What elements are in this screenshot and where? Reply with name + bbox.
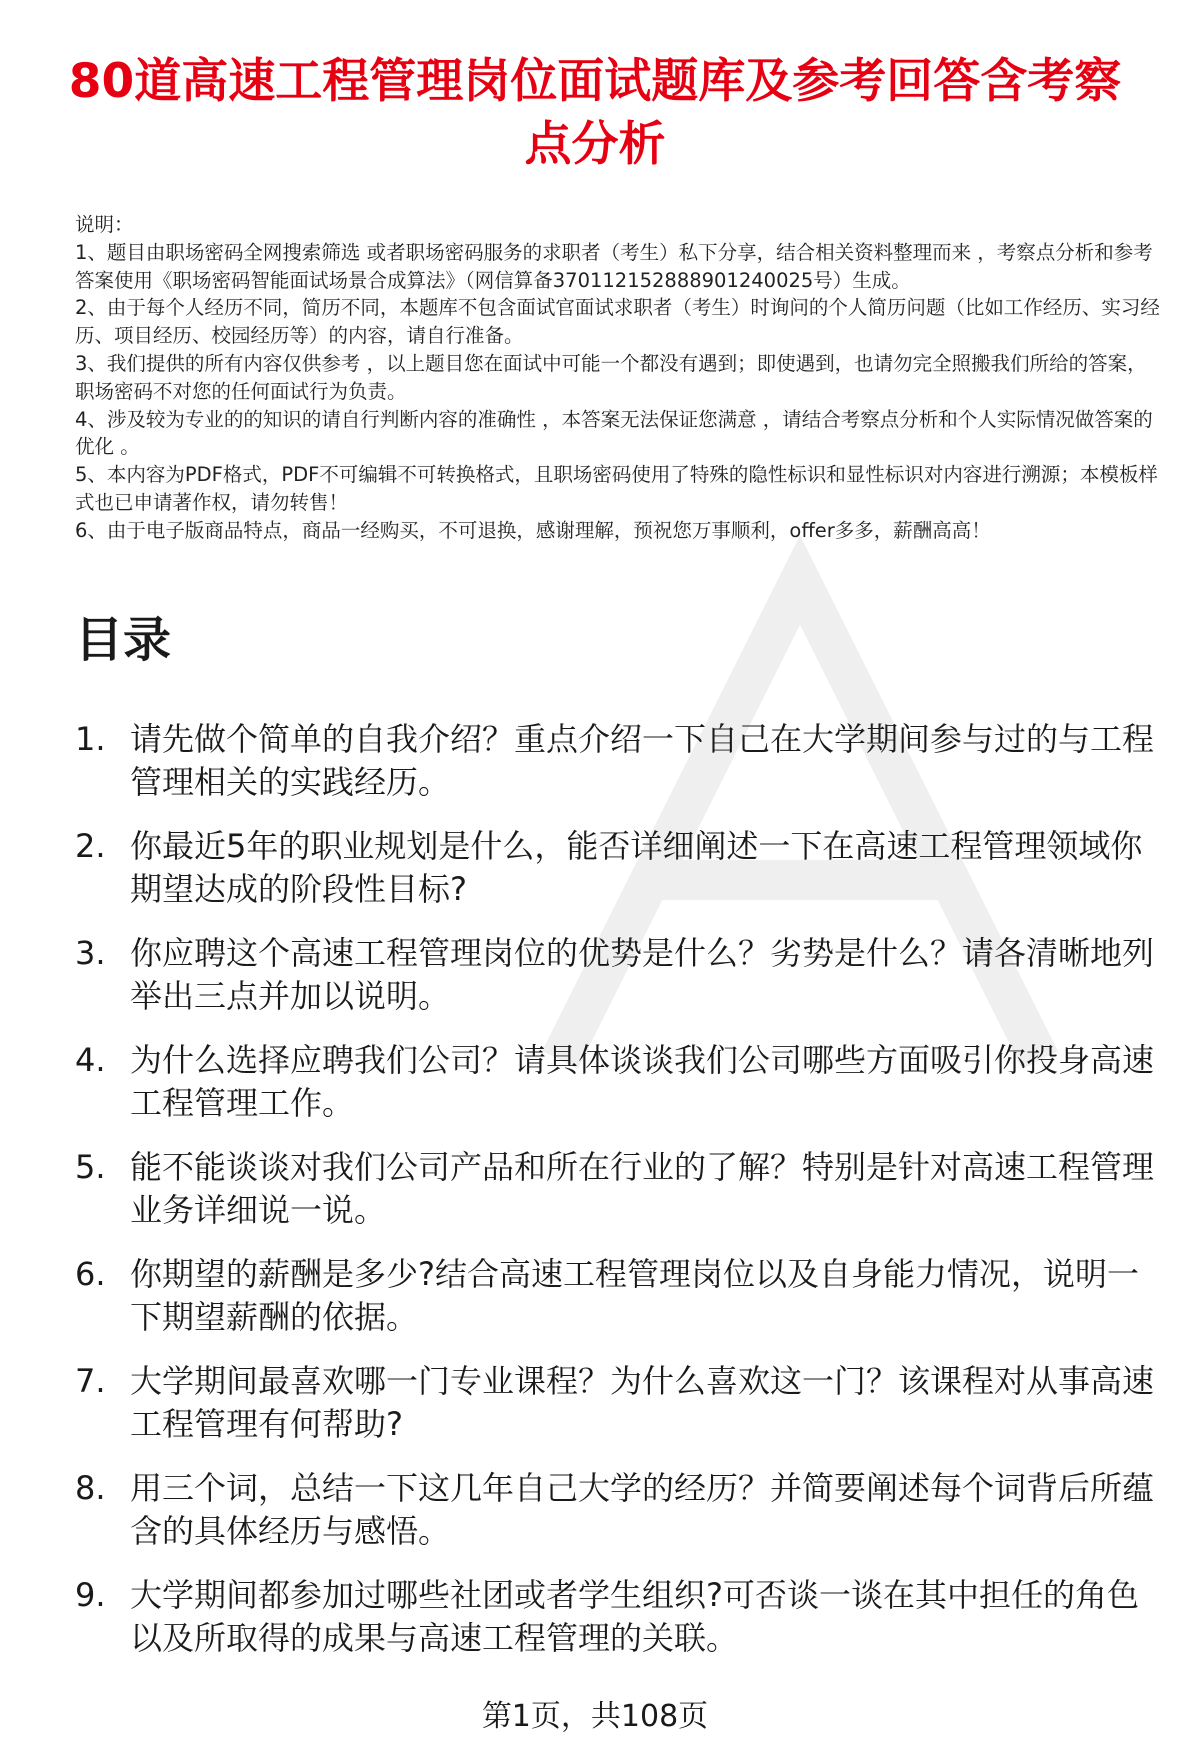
toc-heading: 目录 <box>75 612 172 668</box>
toc-item-number: 8. <box>75 1469 106 1507</box>
note-item: 4、涉及较为专业的的知识的请自行判断内容的准确性 ，本答案无法保证您满意 ，请结合考察点分析和个人实际情况做答案的优化 。 <box>75 407 1153 459</box>
toc-item-number: 1. <box>75 720 106 758</box>
toc-item-text: 请先做个简单的自我介绍？重点介绍一下自己在大学期间参与过的与工程管理相关的实践经历。 <box>130 720 1155 801</box>
note-item: 2、由于每个人经历不同，简历不同，本题库不包含面试官面试求职者（考生）时询问的个人简历问题（比如工作经历、实习经历、项目经历、校园经历等）的内容，请自行准备。 <box>75 296 1160 348</box>
page-footer: 第1页，共108页 <box>481 1699 709 1734</box>
toc-item-text: 为什么选择应聘我们公司？请具体谈谈我们公司哪些方面吸引你投身高速工程管理工作。 <box>130 1041 1155 1122</box>
toc-item-number: 6. <box>75 1255 106 1293</box>
toc-item-text: 大学期间最喜欢哪一门专业课程？为什么喜欢这一门？该课程对从事高速工程管理有何帮助? <box>130 1362 1155 1443</box>
toc-item-number: 9. <box>75 1576 106 1614</box>
note-item: 3、我们提供的所有内容仅供参考 ，以上题目您在面试中可能一个都没有遇到；即使遇到，也请勿完全照搬我们所给的答案，职场密码不对您的任何面试行为负责。 <box>75 351 1147 403</box>
toc-list <box>75 718 1170 1681</box>
toc-item[interactable] <box>75 932 1170 1018</box>
toc-item[interactable] <box>75 1467 1170 1553</box>
toc-item-text: 你应聘这个高速工程管理岗位的优势是什么？劣势是什么？请各清晰地列举出三点并加以说明。 <box>130 934 1155 1015</box>
toc-item[interactable] <box>75 1039 1170 1125</box>
toc-item[interactable] <box>75 1146 1170 1232</box>
toc-item[interactable] <box>75 1360 1170 1446</box>
toc-item-text: 你期望的薪酬是多少?结合高速工程管理岗位以及自身能力情况，说明一下期望薪酬的依据。 <box>130 1255 1139 1336</box>
toc-item[interactable] <box>75 1253 1170 1339</box>
note-item: 6、由于电子版商品特点，商品一经购买，不可退换，感谢理解，预祝您万事顺利，offer多多，薪酬高高！ <box>75 518 991 542</box>
toc-item-text: 能不能谈谈对我们公司产品和所在行业的了解？特别是针对高速工程管理业务详细说一说。 <box>130 1148 1155 1229</box>
note-item: 5、本内容为PDF格式，PDF不可编辑不可转换格式，且职场密码使用了特殊的隐性标识和显性标识对内容进行溯源；本模板样式也已申请著作权，请勿转售！ <box>75 463 1158 514</box>
toc-item[interactable] <box>75 825 1170 911</box>
note-item: 1、题目由职场密码全网搜索筛选 或者职场密码服务的求职者（考生）私下分享，结合相关资料整理而来 ，考察点分析和参考答案使用《职场密码智能面试场景合成算法》（网信算备370112152888901240025号）生成。 <box>75 240 1153 292</box>
toc-item-number: 3. <box>75 934 106 972</box>
toc-item-text: 你最近5年的职业规划是什么，能否详细阐述一下在高速工程管理领域你期望达成的阶段性目标? <box>130 827 1143 908</box>
toc-item-number: 4. <box>75 1041 106 1079</box>
notes-heading: 说明： <box>75 213 134 236</box>
toc-item-number: 7. <box>75 1362 106 1400</box>
document-title: 80道高速工程管理岗位面试题库及参考回答含考察点分析 <box>68 54 1122 172</box>
toc-item-number: 2. <box>75 827 106 865</box>
toc-item-number: 5. <box>75 1148 106 1186</box>
toc-item-text: 大学期间都参加过哪些社团或者学生组织?可否谈一谈在其中担任的角色以及所取得的成果与高速工程管理的关联。 <box>130 1576 1139 1657</box>
notes-section <box>75 211 1165 545</box>
toc-item-text: 用三个词，总结一下这几年自己大学的经历？并简要阐述每个词背后所蕴含的具体经历与感悟。 <box>130 1469 1155 1550</box>
toc-item[interactable] <box>75 718 1170 804</box>
toc-item[interactable] <box>75 1574 1170 1660</box>
